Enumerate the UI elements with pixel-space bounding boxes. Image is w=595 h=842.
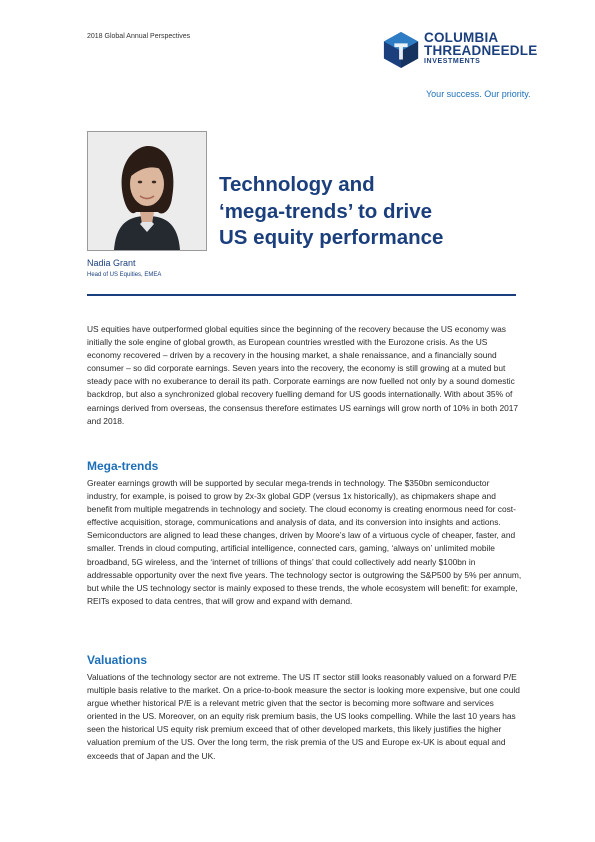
- section-heading-mega-trends: Mega-trends: [87, 459, 159, 473]
- logo-mark-icon: [382, 31, 420, 69]
- author-role: Head of US Equities, EMEA: [87, 272, 162, 278]
- article-title: [219, 172, 443, 252]
- tagline: Your success. Our priority.: [426, 89, 531, 99]
- author-portrait-image: [88, 132, 206, 250]
- title-line: Technology and: [219, 173, 375, 196]
- logo-line-columbia: COLUMBIA: [424, 30, 499, 45]
- author-photo: [87, 131, 207, 251]
- title-line: ‘mega-trends’ to drive: [219, 199, 433, 223]
- author-name: Nadia Grant: [87, 258, 136, 268]
- series-label: 2018 Global Annual Perspectives: [87, 33, 191, 40]
- section-heading-valuations: Valuations: [87, 653, 148, 667]
- title-line: US equity performance: [219, 226, 444, 249]
- title-divider: [87, 294, 516, 296]
- section-paragraph-valuations: Valuations of the technology sector are not extreme. The US IT sector still looks reasonably valued on a forward P/E multiple basis relative to the market. On a price-to-book measure the sector is looking more expensive, but one could argue whether historical P/E is a relevant metric given that the sector is becoming more software and services oriented in the US. Moreover, on an equity risk premium basis, the US looks compelling. While the last 10 years has seen the historical US equity risk premium exceed that of other developed markets, this likely justifies the higher valuation premium of the US. Over the long term, the risk premia of the US and Europe ex-UK is about equal and exceeds that of Japan and the UK.: [87, 672, 520, 761]
- logo-wordmark: [424, 31, 537, 67]
- section-paragraph-mega-trends: Greater earnings growth will be supported by secular mega-trends in technology. The $350bn semiconductor industry, for example, is poised to grow by 2x-3x global GDP (versus 1x historically), as chipmakers shape and benefit from multiple megatrends in technology and society. The cloud economy is creating enormous need for cost-effective acquisition, storage, communications and analysis of data, and its conversion into insights and actions. Semiconductors are aligned to lead these changes, driven by Moore’s law of a virtuous cycle of cheaper, faster, and smaller. Trends in cloud computing, artificial intelligence, connected cars, gaming, ‘always on’ unlimited mobile broadband, 5G wireless, and the ‘internet of trillions of things’ that could collectively add nearly $100bn in addressable opportunity over the next five years. The technology sector is outgrowing the S&P500 by 5% per annum, but while the US technology sector is mainly exposed to these trends, the whole ecosystem will benefit: for example, REITs exposed to data centres, that will grow and expand with demand.: [87, 478, 522, 606]
- logo-line-threadneedle: THREADNEEDLE: [424, 43, 538, 58]
- intro-paragraph: US equities have outperformed global equities since the beginning of the recovery because the US economy was initially the sole engine of global growth, as European countries wrestled with the Eurozone crisis. As the US economy recovered – driven by a recovery in the housing market, a shale renaissance, and a financially sound consumer – so did corporate earnings. Seven years into the recovery, the economy is still growing at a muted but steady pace with no exuberance to derail its path. Corporate earnings are now fuelled not only by a sound domestic backdrop, but also a synchronized global recovery fuelling demand for US goods internationally. With about 35% of earnings derived from overseas, the consensus therefore estimates US earnings will grow north of 10% in both 2017 and 2018.: [87, 324, 519, 426]
- logo-line-investments: INVESTMENTS: [424, 58, 481, 65]
